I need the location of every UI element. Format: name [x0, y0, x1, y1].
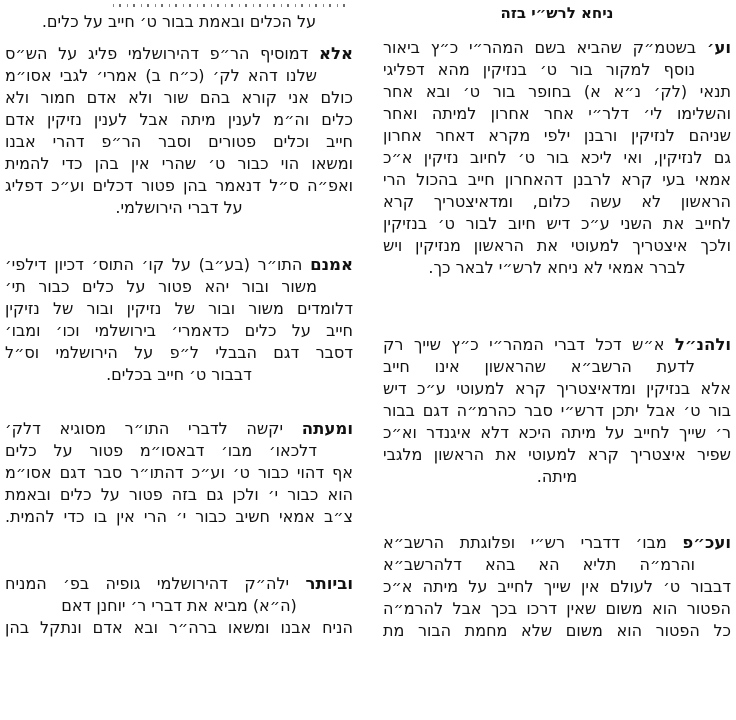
text-line: דבבור ט׳ לעולם אין שייך לחייב על מיתה א״כ [383, 577, 731, 596]
text-line: דלכאו׳ מבו׳ דבאסו״מ פטור על כלים [5, 441, 317, 460]
text-line: הניח אבנו ומשאו ברה״ר ובא אדם ונתקל בהן [5, 618, 353, 637]
text-line: משור ובור יהא פטור על כלים כבור תי׳ [5, 277, 317, 296]
text-line: והרמ״ה תליא הא בהא דלהרשב״א [383, 555, 695, 574]
paragraph [5, 418, 353, 528]
paragraph-lead-word: וע׳ [707, 38, 731, 57]
text-line: והשלימו לי׳ דלר״י אחר אחרון למיתה ואחר [383, 104, 731, 123]
text-line: שלנו דהא לק׳ (כ״ח ב) אמרי׳ לגבי אסו״מ [5, 66, 317, 85]
text-line: כולם אני קורא בהם שור ולא אדם חמור ולא [5, 88, 353, 107]
paragraph [383, 532, 731, 642]
text-line: לדעת הרשב״א שהראשון אינו חייב [383, 357, 695, 376]
paragraph [5, 254, 353, 386]
paragraph-lead-word: אלא [318, 44, 353, 63]
column-right [383, 3, 731, 720]
text-line: אף דהוי כבור ט׳ וע״כ דהתו״ר סבר דגם אסו״מ [5, 463, 353, 482]
column-left [5, 3, 353, 720]
paragraph-lead-word: אמנם [310, 255, 353, 274]
text-line: על הכלים ובאמת בבור ט׳ חייב על כלים. [41, 12, 317, 31]
text-line: חייב וכלים פטורים וסבר הר״פ דהרי אבנו [5, 132, 353, 151]
text-line: שניהם לנזיקין ורבנן ילפי מקרא דאחר אחרון [383, 126, 731, 145]
text-line: כל הפטור הוא משום שלא מחמת הבור מת [383, 621, 731, 640]
text-line: חייב על כלים כדאמרי׳ בירושלמי וכו׳ ומבו׳ [5, 321, 353, 340]
column-left-blocks [5, 11, 353, 639]
text-line: צ״ב אמאי חשיב כבור י׳ הרי אין בו כדי להמית. [5, 507, 353, 526]
clipped-text-line [113, 4, 345, 7]
text-line: הוא כבור י׳ ולכן גם בזה פטור על כלים ובאמת [5, 485, 353, 504]
section-heading: ניחא לרש״י בזה [500, 4, 614, 22]
text-line: אמאי בעי קרא לרבנן דהאחרון חייב בהכול הרי [383, 170, 731, 189]
text-line: וע׳ בשטמ״ק שהביא בשם המהר״י כ״ץ ביאור [383, 38, 731, 57]
column-right-blocks [383, 37, 731, 642]
paragraph [5, 573, 353, 639]
text-line: אמנם התו״ר (בע״ב) על קו׳ התוס׳ דכיון דילפי׳ [5, 255, 353, 274]
text-line: ואפ״ה ס״ל דנאמר בהן פטור דכלים וע״כ דפליג [5, 176, 353, 195]
text-line: ר׳ שייך לחייב על מיתה היכא דלא איגנדר וא״כ [383, 423, 731, 442]
text-line: דסבר דגם הבבלי ל״פ על הירושלמי וס״ל [5, 343, 353, 362]
text-line: כלים וה״מ לענין מיתה אבל לענין נזיקין אדם [5, 110, 353, 129]
text-line: אלא בנזיקין ומדאיצטריך קרא למעוטי ע״כ דיש [383, 379, 731, 398]
text-line: וביותר ילה״ק דהירושלמי גופיה בפ׳ המניח [5, 574, 353, 593]
text-line: ולהנ״ל א״ש דכל דברי המהר״י כ״ץ שייך רק [383, 335, 731, 354]
text-line: נוסף למקור בור ט׳ בנזיקין מהא דפליגי [383, 60, 695, 79]
text-line: מיתה. [536, 467, 578, 486]
text-line: אלא דמוסיף הר״פ דהירושלמי פליג על הש״ס [5, 44, 353, 63]
paragraph [5, 43, 353, 219]
text-line: תנאי (לק׳ נ״א א) בחופר בור ט׳ ובא אחר [383, 82, 731, 101]
text-line: הראשון לא עשה כלום, ומדאיצטריך קרא [383, 192, 731, 211]
text-line: ולכך איצטריך למעוטי את הראשון מנזיקין ויש [383, 236, 731, 255]
text-line: שפיר איצטריך קרא למעוטי את הראשון מלגבי [383, 445, 731, 464]
paragraph-lead-word: ולהנ״ל [674, 335, 731, 354]
text-line: (ה״א) מביא את דברי ר׳ יוחנן דאם [61, 596, 297, 615]
text-line: ומעתה יקשה לדברי התו״ר מסוגיא דלק׳ [5, 419, 353, 438]
text-line: דבבור ט׳ חייב בכלים. [106, 365, 252, 384]
text-line: לחייב את השני ע״כ דיש חיוב לבור ט׳ בנזיקין [383, 214, 731, 233]
text-line: בור ט׳ אבל יתכן דרש״י סבר כהרמ״ה דגם בבור [383, 401, 731, 420]
text-line: דלומדים משור ובור של נזיקין ובור של נזיקין [5, 299, 353, 318]
paragraph-lead-word: ומעתה [301, 419, 353, 438]
paragraph-lead-word: וביותר [305, 574, 353, 593]
text-line: ומשאו הוי כבור ט׳ שהרי אין בהן כדי להמית [5, 154, 353, 173]
text-line: הפטור הוא משום שאין דרכו בכך אבל להרמ״ה [383, 599, 731, 618]
paragraph [383, 334, 731, 488]
text-line: ועכ״פ מבו׳ דדברי רש״י ופלוגתת הרשב״א [383, 533, 731, 552]
text-line: על דברי הירושלמי. [115, 198, 243, 217]
paragraph-lead-word: ועכ״פ [682, 533, 731, 552]
text-line: גם לנזיקין, ואי ליכא בור ט׳ לחיוב נזיקין א״כ [383, 148, 731, 167]
paragraph [383, 37, 731, 279]
text-line: לברר אמאי לא ניחא לרש״י לבאר כך. [428, 258, 686, 277]
paragraph [5, 11, 353, 33]
